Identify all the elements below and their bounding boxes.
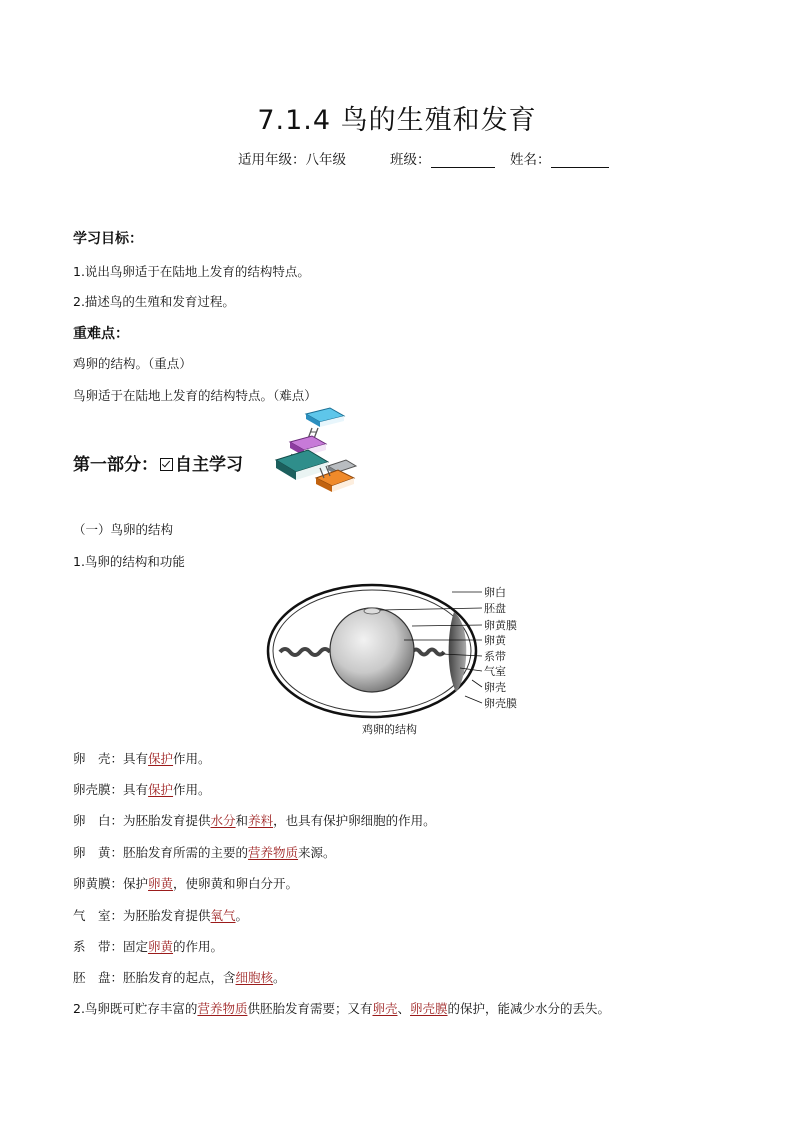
answer-blank: 卵壳 bbox=[372, 1001, 398, 1016]
structure-name: 系 带 bbox=[73, 939, 111, 954]
function-text: 作用。 bbox=[173, 782, 211, 797]
point-2-text: 供胚胎发育需要；又有 bbox=[247, 1001, 373, 1016]
key-points-heading: 重难点： bbox=[73, 326, 129, 342]
key-point-item: 鸟卵适于在陆地上发育的结构特点。（难点） bbox=[73, 388, 317, 403]
answer-blank: 氧气 bbox=[210, 908, 236, 923]
label-shell-membrane: 卵壳膜 bbox=[484, 697, 517, 710]
answer-blank: 细胞核 bbox=[235, 970, 274, 985]
page-title: 7.1.4 鸟的生殖和发育 bbox=[257, 105, 537, 136]
label-air-cell: 气室 bbox=[484, 665, 506, 678]
function-text: ：为胚胎发育提供 bbox=[110, 908, 211, 923]
function-text: ：具有 bbox=[110, 751, 149, 766]
diagram-caption: 鸡卵的结构 bbox=[362, 723, 417, 736]
function-row bbox=[73, 937, 223, 955]
point-2-text: 的保护，能减少水分的丢失。 bbox=[447, 1001, 611, 1016]
key-point-item: 鸡卵的结构。（重点） bbox=[73, 356, 192, 371]
point-2-text: 、 bbox=[397, 1001, 410, 1016]
section-subheading: 1.鸟卵的结构和功能 bbox=[73, 554, 185, 569]
function-row bbox=[73, 749, 211, 767]
function-text: ：固定 bbox=[110, 939, 149, 954]
function-text: 的作用。 bbox=[173, 939, 224, 954]
label-yolk: 卵黄 bbox=[484, 634, 506, 647]
function-text: ，使卵黄和卵白分开。 bbox=[173, 876, 299, 891]
name-blank[interactable] bbox=[551, 153, 609, 168]
answer-blank: 卵黄 bbox=[148, 939, 174, 954]
point-2 bbox=[73, 999, 610, 1017]
grade-label: 适用年级：八年级 bbox=[238, 152, 346, 168]
name-field[interactable] bbox=[510, 148, 609, 168]
goals-heading: 学习目标： bbox=[73, 231, 143, 247]
function-row bbox=[73, 780, 211, 798]
structure-name: 卵 壳 bbox=[73, 751, 111, 766]
class-blank[interactable] bbox=[431, 153, 495, 168]
structure-name: 气 室 bbox=[73, 908, 111, 923]
function-text: 。 bbox=[235, 908, 249, 923]
function-text: ：具有 bbox=[110, 782, 149, 797]
structure-name: 胚 盘 bbox=[73, 970, 111, 985]
checkbox-icon bbox=[160, 458, 173, 471]
function-text: 作用。 bbox=[173, 751, 211, 766]
answer-blank: 保护 bbox=[148, 751, 174, 766]
point-2-text: 2.鸟卵既可贮存丰富的 bbox=[73, 1001, 198, 1016]
answer-blank: 水分 bbox=[210, 813, 236, 828]
function-row bbox=[73, 874, 298, 892]
egg-structure-diagram bbox=[262, 580, 542, 740]
part-one-heading bbox=[73, 450, 243, 475]
answer-blank: 卵壳膜 bbox=[410, 1001, 448, 1016]
label-albumen: 卵白 bbox=[484, 586, 506, 599]
section-heading: （一）鸟卵的结构 bbox=[73, 522, 174, 537]
goal-item: 2.描述鸟的生殖和发育过程。 bbox=[73, 294, 235, 309]
answer-blank: 保护 bbox=[148, 782, 174, 797]
answer-blank: 卵黄 bbox=[148, 876, 174, 891]
label-germinal-disc: 胚盘 bbox=[484, 602, 506, 615]
function-row bbox=[73, 968, 286, 986]
class-label: 班级： bbox=[390, 152, 431, 168]
label-shell: 卵壳 bbox=[484, 681, 506, 694]
label-vitelline-membrane: 卵黄膜 bbox=[484, 619, 517, 632]
function-text: ：胚胎发育所需的主要的 bbox=[110, 845, 249, 860]
function-text: 和 bbox=[235, 813, 249, 828]
function-text: 来源。 bbox=[298, 845, 336, 860]
function-row bbox=[73, 811, 436, 829]
function-text: ：为胚胎发育提供 bbox=[110, 813, 211, 828]
function-text: ：胚胎发育的起点，含 bbox=[110, 970, 236, 985]
structure-name: 卵 黄 bbox=[73, 845, 111, 860]
structure-name: 卵 白 bbox=[73, 813, 111, 828]
part-one-label: 自主学习 bbox=[175, 455, 243, 475]
function-row bbox=[73, 843, 336, 861]
goal-item: 1.说出鸟卵适于在陆地上发育的结构特点。 bbox=[73, 264, 310, 279]
structure-name: 卵黄膜 bbox=[73, 876, 111, 891]
function-text: ：保护 bbox=[110, 876, 149, 891]
function-text: ，也具有保护卵细胞的作用。 bbox=[273, 813, 436, 828]
label-chalaza: 系带 bbox=[484, 650, 506, 663]
answer-blank: 营养物质 bbox=[248, 845, 299, 860]
part-one-prefix: 第一部分： bbox=[73, 455, 158, 475]
structure-name: 卵壳膜 bbox=[73, 782, 111, 797]
yolk bbox=[330, 608, 414, 692]
name-label: 姓名： bbox=[510, 152, 551, 168]
answer-blank: 营养物质 bbox=[197, 1001, 248, 1016]
class-field[interactable] bbox=[390, 148, 495, 168]
books-icon bbox=[272, 404, 362, 496]
function-text: 。 bbox=[273, 970, 286, 985]
germinal-disc bbox=[364, 608, 380, 614]
answer-blank: 养料 bbox=[248, 813, 274, 828]
function-row bbox=[73, 906, 248, 924]
